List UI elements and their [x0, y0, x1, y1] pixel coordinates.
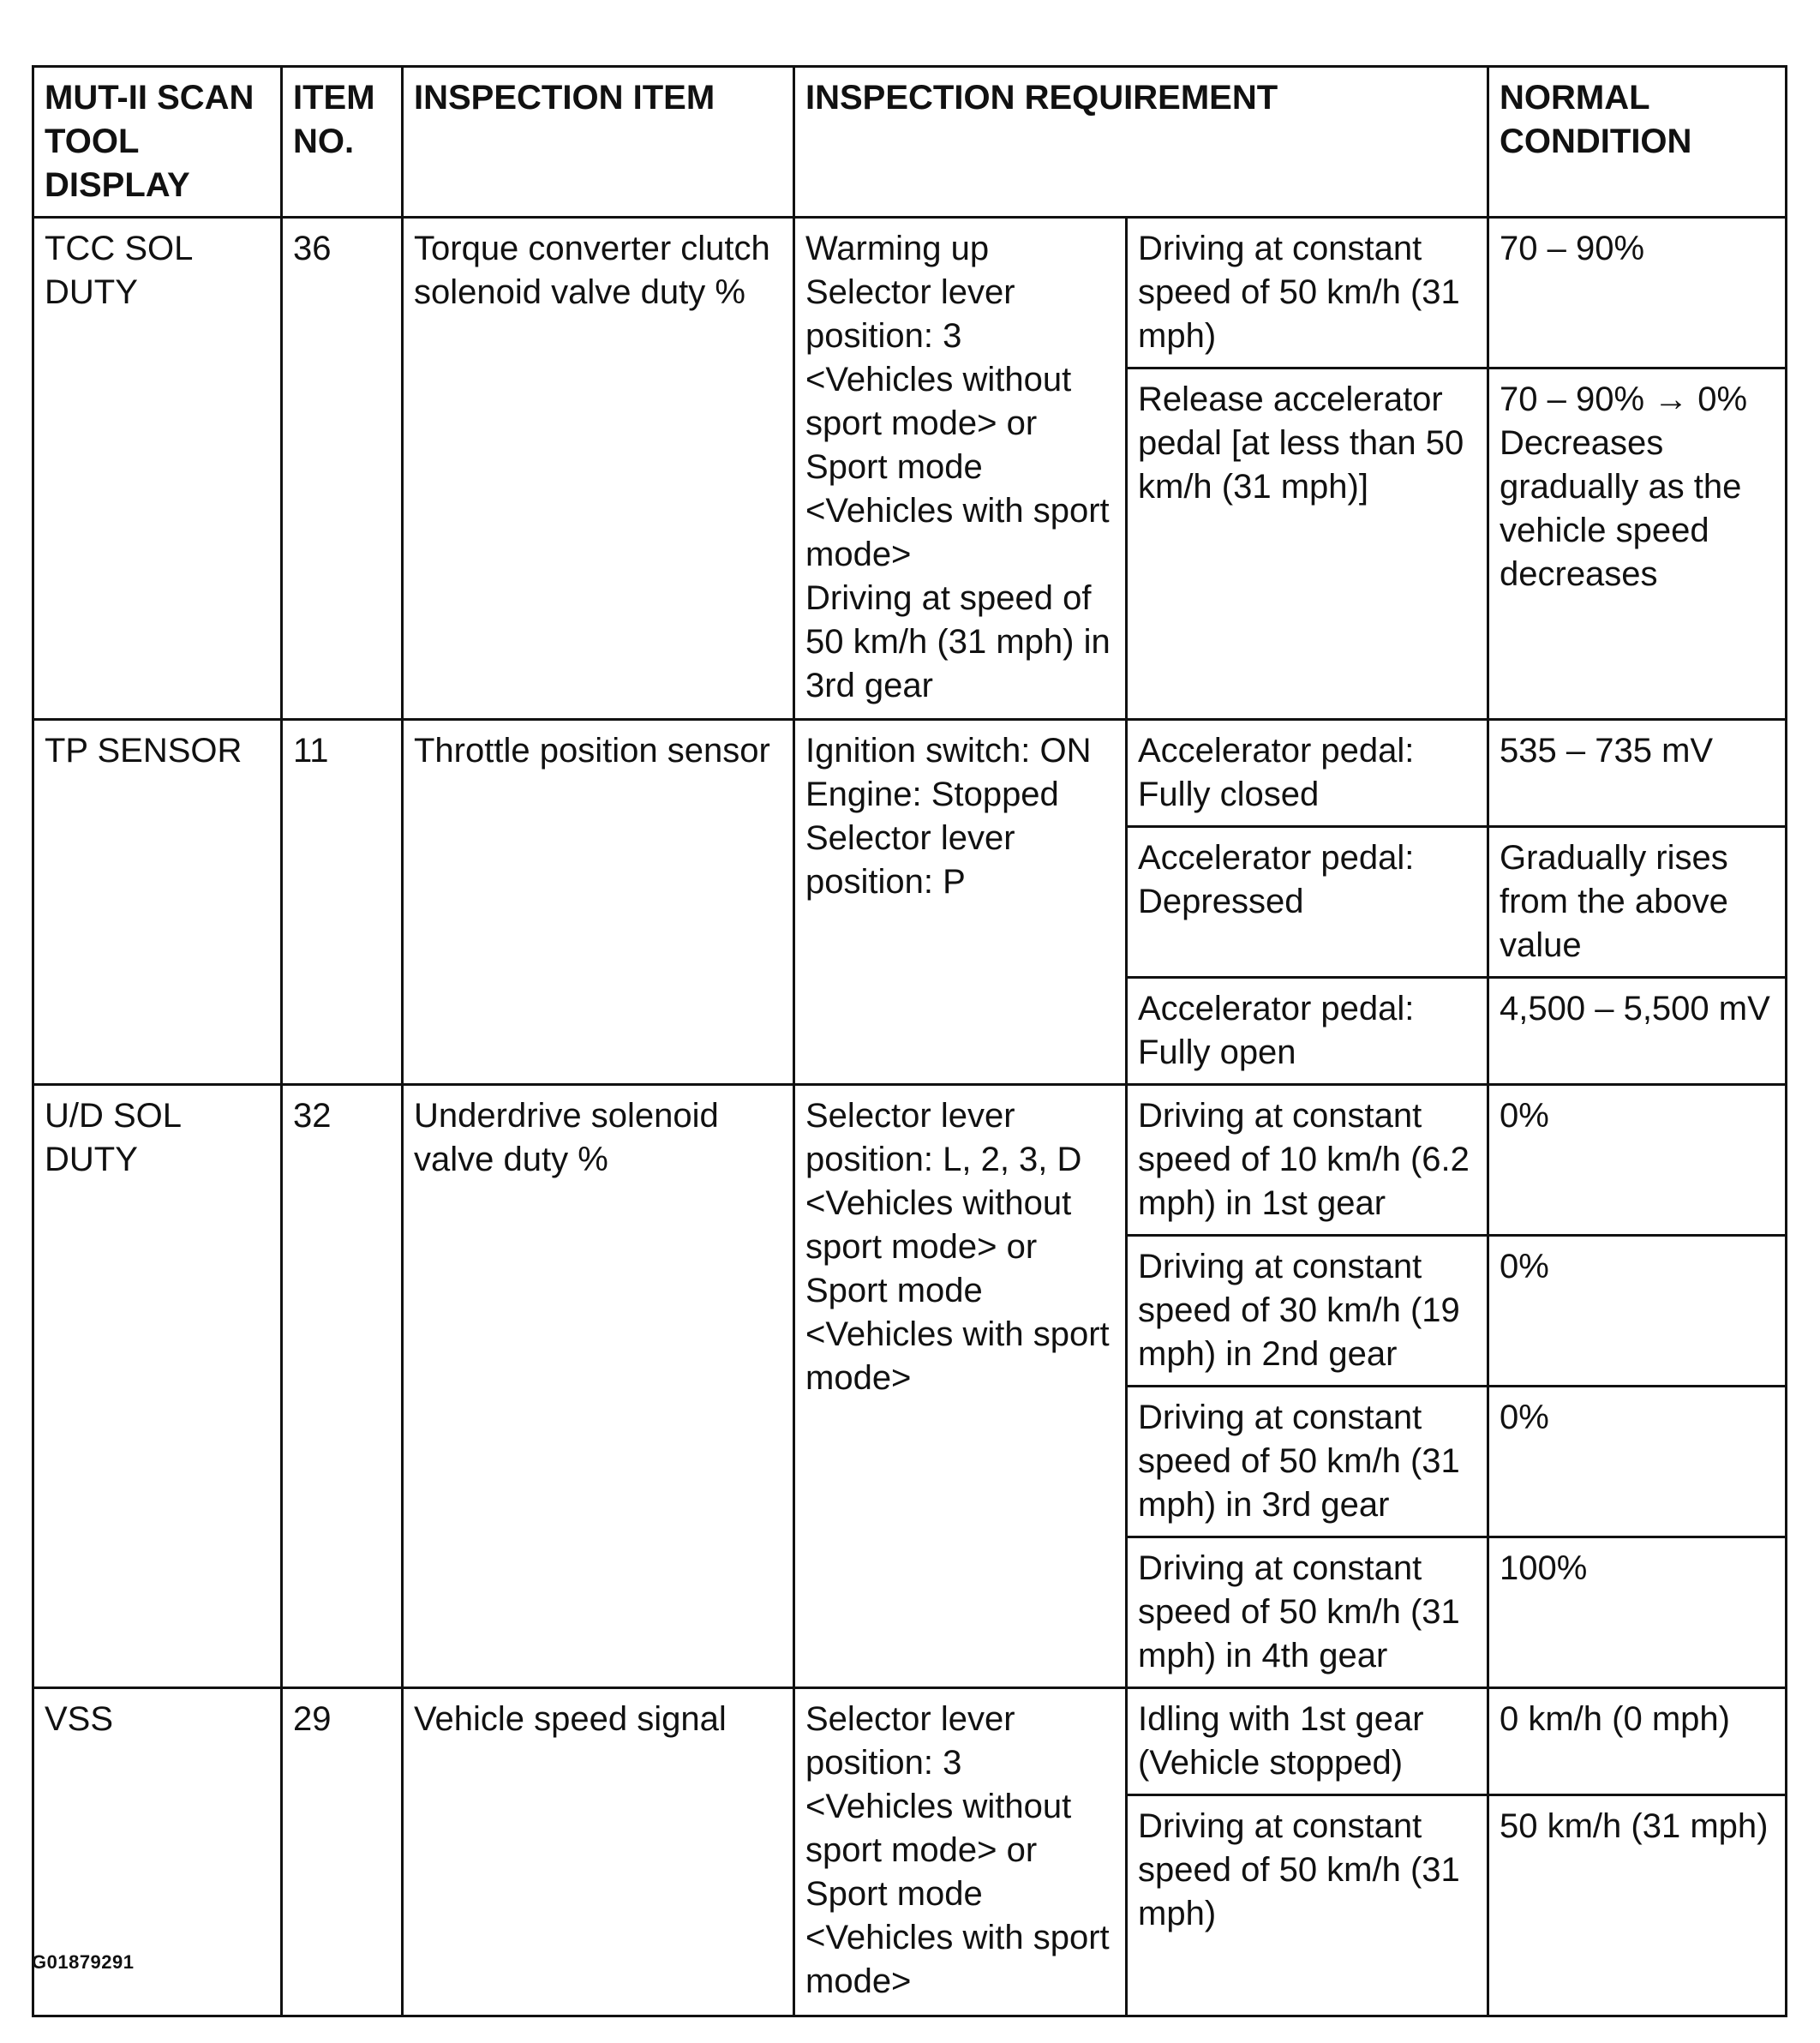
cell-condition: Ignition switch: ON Engine: Stopped Selector lever position: P [794, 720, 1127, 1085]
cell-normal: 0% [1488, 1387, 1787, 1537]
cell-requirement: Accelerator pedal: Fully closed [1127, 720, 1488, 827]
cell-normal: 0% [1488, 1236, 1787, 1387]
cell-item-no: 36 [282, 218, 403, 720]
header-inspection-requirement: INSPECTION REQUIREMENT [794, 67, 1488, 218]
table-row [33, 218, 1787, 368]
table-row [33, 1085, 1787, 1236]
cell-display: TP SENSOR [33, 720, 282, 1085]
cell-requirement: Driving at constant speed of 50 km/h (31 mph) [1127, 1795, 1488, 2016]
cell-requirement: Driving at constant speed of 50 km/h (31 mph) [1127, 218, 1488, 368]
cell-requirement: Driving at constant speed of 50 km/h (31 mph) in 4th gear [1127, 1537, 1488, 1688]
cell-inspection-item: Vehicle speed signal [403, 1688, 794, 2016]
cell-normal: 100% [1488, 1537, 1787, 1688]
cell-normal: 0% [1488, 1085, 1787, 1236]
header-inspection-item: INSPECTION ITEM [403, 67, 794, 218]
cell-requirement: Accelerator pedal: Fully open [1127, 978, 1488, 1085]
cell-condition: Warming up Selector lever position: 3 <Vehicles without sport mode> or Sport mode <Vehicles with sport mode> Driving at speed of 50 km/h (31 mph) in 3rd gear [794, 218, 1127, 720]
header-normal-condition: NORMAL CONDITION [1488, 67, 1787, 218]
cell-normal: Gradually rises from the above value [1488, 827, 1787, 978]
table-row [33, 1688, 1787, 1795]
cell-normal: 70 – 90% → 0% Decreases gradually as the vehicle speed decreases [1488, 368, 1787, 720]
cell-display: VSS [33, 1688, 282, 2016]
inspection-table [32, 65, 1787, 2017]
cell-requirement: Driving at constant speed of 10 km/h (6.2 mph) in 1st gear [1127, 1085, 1488, 1236]
header-item-no: ITEM NO. [282, 67, 403, 218]
cell-requirement: Release accelerator pedal [at less than 50 km/h (31 mph)] [1127, 368, 1488, 720]
table-row [33, 720, 1787, 827]
cell-condition: Selector lever position: 3 <Vehicles without sport mode> or Sport mode <Vehicles with sport mode> [794, 1688, 1127, 2016]
cell-inspection-item: Torque converter clutch solenoid valve duty % [403, 218, 794, 720]
cell-requirement: Driving at constant speed of 50 km/h (31 mph) in 3rd gear [1127, 1387, 1488, 1537]
cell-display: TCC SOL DUTY [33, 218, 282, 720]
cell-inspection-item: Underdrive solenoid valve duty % [403, 1085, 794, 1688]
header-display: MUT-II SCAN TOOL DISPLAY [33, 67, 282, 218]
cell-item-no: 11 [282, 720, 403, 1085]
cell-display: U/D SOL DUTY [33, 1085, 282, 1688]
cell-item-no: 32 [282, 1085, 403, 1688]
table-body [33, 218, 1787, 2016]
cell-requirement: Accelerator pedal: Depressed [1127, 827, 1488, 978]
cell-item-no: 29 [282, 1688, 403, 2016]
cell-condition: Selector lever position: L, 2, 3, D <Vehicles without sport mode> or Sport mode <Vehicles with sport mode> [794, 1085, 1127, 1688]
cell-normal: 70 – 90% [1488, 218, 1787, 368]
cell-inspection-item: Throttle position sensor [403, 720, 794, 1085]
header-row [33, 67, 1787, 218]
figure-id: G01879291 [32, 1951, 135, 1973]
cell-normal: 535 – 735 mV [1488, 720, 1787, 827]
cell-normal: 50 km/h (31 mph) [1488, 1795, 1787, 2016]
cell-normal: 4,500 – 5,500 mV [1488, 978, 1787, 1085]
cell-normal: 0 km/h (0 mph) [1488, 1688, 1787, 1795]
cell-requirement: Driving at constant speed of 30 km/h (19 mph) in 2nd gear [1127, 1236, 1488, 1387]
cell-requirement: Idling with 1st gear (Vehicle stopped) [1127, 1688, 1488, 1795]
